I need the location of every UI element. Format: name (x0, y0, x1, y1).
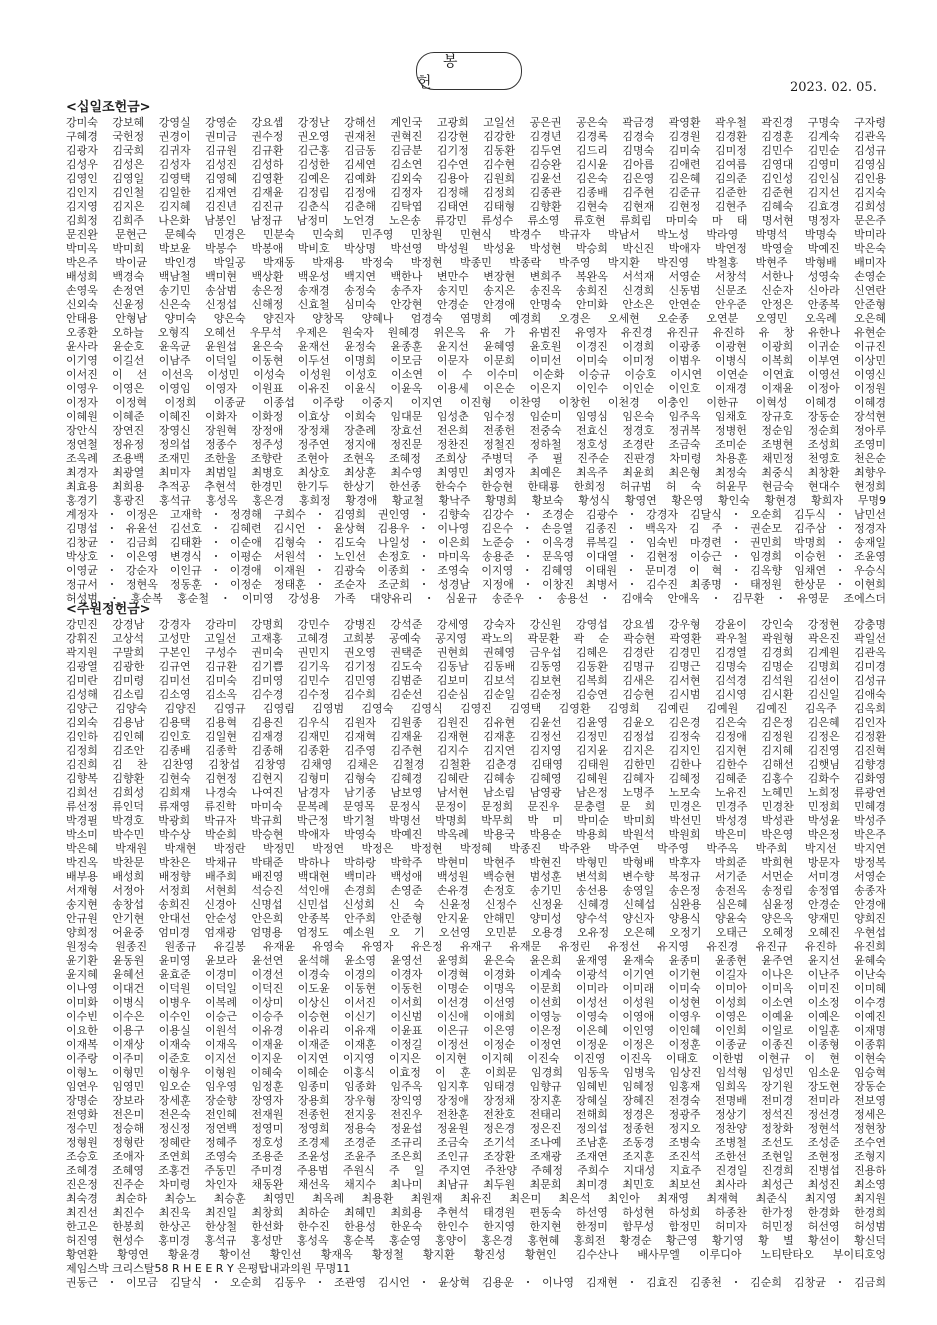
name-list-line: 조승호 조애자 조연희 조영숙 조용준 조윤성 조윤주 조은희 조인규 조장환 조재광 조재연 조지훈 조진석 조한선 조현일 조현정 조형지 (66, 1150, 886, 1163)
name-list-line: 제임스박 크리스탈58 R H E E R Y 은평탑내과의원 무명11 (66, 1262, 351, 1275)
name-list-line: 류선정 류인덕 류재영 류진학 마미숙 문복례 문영목 문정식 문정이 문정희 문진우 문충렬 문 희 민경은 민경주 민경찬 민정희 민혜경 (66, 800, 886, 813)
tithe-offering-section (66, 100, 886, 606)
name-list-line: 안규원 안기현 안대선 안순성 안은희 안종복 안주희 안준형 안지윤 안해민 양미성 양수석 양신자 양용식 양윤숙 양은옥 양재민 양희진 (66, 912, 886, 925)
name-list-line: 박경필 박경호 박광희 박규자 박규희 박근정 박기철 박명선 박명희 박무희 박 미 박미순 박미희 박선민 박성경 박성관 박성윤 박성주 (66, 814, 886, 827)
name-list-line: 이혜원 이혜준 이혜진 이화자 이화정 이효상 이희숙 임대문 임성춘 임수정 임순미 임영심 임은숙 임주옥 임채호 장규호 장동순 장석현 (66, 410, 886, 423)
name-list-line: 이재복 이재상 이재숙 이재옥 이재윤 이재준 이재훈 이정길 이정선 이정순 이정연 이정운 이정은 이정훈 이종균 이종진 이종형 이종휘 (66, 1038, 886, 1051)
name-list-line: 오종환 오하늘 오형직 오혜선 우무석 우제은 원숙자 원혜경 위은옥 유 가 유범진 유영자 유진경 유진규 유진하 유 창 유한나 유현순 (66, 326, 886, 339)
name-list-line: 한고은 한봉희 한상곤 한상철 한선화 한수진 한용성 한운숙 한인수 한지영 한지현 한정미 함무성 함정민 허미자 허민정 허선영 허성범 (66, 1220, 886, 1233)
name-list-line: 강민진 강경남 강경자 강라미 강명희 강민수 강병진 강석준 강세영 강숙자 강신원 강영섭 강요셉 강우형 강윤이 강인숙 강정현 강충명 (66, 618, 886, 631)
name-list-line: 이미화 이병식 이병우 이복례 이상미 이상신 이서진 이서희 이선경 이선영 이선희 이성선 이성원 이성현 이성희 이소연 이소정 이수경 (66, 996, 886, 1009)
name-list-line: 구혜경 국헌정 권경이 권미금 권수정 권오영 권재천 권혁진 김강현 김강한 김경년 김경록 김경숙 김경원 김경환 김경훈 김계숙 김관옥 (66, 130, 886, 143)
donor-name-list (66, 618, 886, 1290)
name-list-line: 최진선 최진수 최진욱 최진일 최창희 최하순 최혜민 최희용 추현석 태경원 편동숙 하선영 하성현 하성희 하종찬 한가정 한경화 한경희 (66, 1206, 886, 1219)
name-list-line: 서재형 서정아 서정희 서현희 석승진 석인애 손경희 손영준 손유경 손정호 송기민 송선용 송영일 송은정 송전옥 송정림 송정엽 송종자 (66, 884, 886, 897)
name-list-line: 이영우 이영은 이영임 이영자 이원표 이유진 이윤식 이윤옥 이용세 이은순 이은지 이인수 이인순 이인호 이재경 이재윤 이정아 이정원 (66, 382, 886, 395)
name-list-line: 송지현 송창섭 송희진 신경아 신명섭 신민섭 신성희 신 숙 신윤정 신정수 신정윤 신혜경 신혜섭 심완용 심은혜 심윤정 안경순 안경애 (66, 898, 886, 911)
name-list-line: 김정희 김조안 김종배 김종학 김종해 김종환 김주영 김주현 김지수 김지연 김지영 김지윤 김지은 김지인 김지현 김지혜 김진영 김진혁 (66, 744, 886, 757)
name-list-line: 문진완 문현근 문혜숙 민경은 민분숙 민숙희 민주영 민창원 민현식 박경수 박규자 박남서 박노성 박라영 박명석 박명숙 박미라 (66, 228, 886, 241)
name-list-line: 최효용 최희용 추적공 추현석 한경민 한기두 한상기 한선종 한숙수 한승현 한태룡 한희정 허규범 허 숙 허윤무 현금숙 현대수 현정희 (66, 480, 886, 493)
name-list-line: 신외숙 신윤정 신은숙 신정섭 신해정 신효철 심미숙 안강현 안경순 안경애 안명숙 안미화 안소은 안연순 안우준 안정은 안종복 안준형 (66, 298, 886, 311)
name-list-line: 원정숙 원종진 원종규 유길봉 유재윤 유영숙 유영자 유은정 유재구 유재문 유정린 유정선 유지영 유진경 유진규 유진하 유진희 (66, 940, 886, 953)
name-list-line: 정연철 정유정 정의섭 정종수 정주성 정주연 정지애 정진문 정찬진 정철진 정하철 정호성 조경란 조금숙 조미순 조병현 조성희 조영미 (66, 438, 886, 451)
name-list-line: 강휘진 고상석 고성만 고일선 고재홍 고혜경 고희봉 공예숙 공지영 곽노의 곽문환 곽 순 곽승현 곽영환 곽우철 곽원형 곽은진 곽일선 (66, 632, 886, 645)
name-list-line: 장명순 장보라 장세훈 장순향 장영자 장용희 장우형 장익영 장정애 장정채 장지훈 장혜실 장혜진 전경숙 전명배 전미경 전미라 전보영 (66, 1094, 886, 1107)
name-list-line: 계정자・이정은 고재학・정경해 구희수・김영희 권인영・김향숙 김강수・조경순 김광수・강경자 김달식・오순희 김두식・남민선 (66, 508, 886, 521)
name-list-line: 박소미 박수민 박수상 박순희 박승현 박애자 박영숙 박예진 박옥례 박용국 박용순 박용희 박원석 박원희 박은미 박은영 박은정 박은주 (66, 828, 886, 841)
name-list-line: 김외숙 김용남 김용택 김용혁 김용진 김우식 김원자 김원종 김원진 김유현 김윤선 김윤영 김윤오 김은경 김은숙 김은정 김은혜 김인자 (66, 716, 886, 729)
name-list-line: 이영균・강순자 이인규・이경애 이재원・김광숙 이종희・조영숙 이지영・김혜영 이태원・문미경 이 혁・김옥향 임채연・우승식 (66, 564, 886, 577)
service-date: 2023. 02. 05. (790, 80, 877, 95)
name-list-line: 김희정 김희주 나은화 남봉인 남정규 남정미 노언경 노은송 류강민 류성수 류소영 류호현 류희림 마미숙 마 태 명서현 명정자 문은주 (66, 214, 886, 227)
name-list-line: 양희정 어윤중 엄미경 엄재광 엄명용 엄정도 예소원 오 기 오선영 오민분 오용경 오유정 오은혜 오정기 오태근 오혜정 오혜진 우현섭 (66, 926, 886, 939)
name-list-line: 황연환 황영연 황윤경 황이선 황인선 황재옥 황정철 황지환 황진성 황현인 김수산나 배사무엘 이루디아 노티탄타오 부이티호엉 (66, 1248, 886, 1261)
name-list-line: 김지영 김지은 김지혜 김진년 김진규 김춘식 김춘해 김탁엽 김태연 김태형 김향환 김현숙 김현재 김현정 김현주 김혜숙 김효경 김희성 (66, 200, 886, 213)
name-list-line: 김진희 김 찬 김찬영 김창섭 김창영 김채영 김채은 김철경 김철환 김춘경 김태영 김태원 김한민 김한나 김한수 김해선 김햇님 김향경 (66, 758, 886, 771)
name-list-line: 김미란 김미령 김미선 김미숙 김미영 김민수 김민영 김범준 김보미 김보석 김보현 김복희 김새은 김서현 김석경 김석원 김선이 김성규 (66, 674, 886, 687)
name-list-line: 이나영 이대건 이덕원 이덕일 이덕진 이도윤 이동현 이동헌 이명순 이명옥 이문희 이미라 이미래 이미숙 이미아 이미옥 이미진 이미혜 (66, 982, 886, 995)
name-list-line: 김명섭・유윤선 김선호・김혜련 김시언・윤상혁 김용우・이나영 김은수・손응열 김종진・백옥자 김 주・권순모 김주삼・정경자 (66, 522, 886, 535)
section-title: <주원정헌금> (66, 602, 151, 617)
name-list-line: 박상호・이은영 변경식・이평순 서원석・노인선 손정호・마미옥 송용준・문옥영 이대열・김현정 이승근・임경희 이승헌・조윤영 (66, 550, 886, 563)
donor-name-list (66, 116, 886, 606)
name-list-line: 곽지원 구말희 구본인 구성수 권미숙 권민지 권오영 권택준 권현희 권혜영 금우섭 김혜은 김경란 김경민 김경열 김경희 김계원 김관옥 (66, 646, 886, 659)
name-list-line: 최숙경 최순하 최승노 최승훈 최영민 최옥례 최용환 최원재 최유진 최은미 최은석 최인아 최재영 최재혁 최준식 최지영 최지원 (66, 1192, 886, 1205)
name-list-line: 김광자 김국희 김귀자 김규원 김규환 김근홍 김금동 김금분 김기정 김동환 김두연 김드리 김명숙 김미숙 김미정 김민수 김민순 김성규 (66, 144, 886, 157)
name-list-line: 배부용 배성희 배정향 배주희 배진영 백대현 백미라 백성애 백성원 백승현 범성훈 변석희 변수향 복정규 서기준 서먼순 서미경 서영순 (66, 870, 886, 883)
name-list-line: 이정자 이정혁 이정희 이종균 이종섭 이주랑 이중지 이지연 이진형 이찬영 이창헌 이천경 이충인 이한규 이혁성 이혜경 이혜경 (66, 396, 886, 409)
name-list-line: 임연우 임영민 임오순 임우영 임정훈 임종미 임종화 임주옥 임지후 임태경 임향규 임혜빈 임혜정 임홍재 임희옥 장기원 장도현 장동순 (66, 1080, 886, 1093)
name-list-line: 이서진 이 선 이선옥 이성민 이성숙 이성원 이성호 이소연 이 수 이수미 이순화 이승규 이승호 이시연 이연순 이연효 이영선 이영신 (66, 368, 886, 381)
name-list-line: 정형원 정형란 정혜란 정혜주 정호성 조경제 조경준 조규리 조금숙 조기석 조나예 조남훈 조동경 조병숙 조병철 조선도 조성준 조수연 (66, 1136, 886, 1149)
name-list-line: 윤기환 윤동원 윤미영 윤보라 윤선연 윤석해 윤소영 윤영선 윤영희 윤은숙 윤은희 윤재영 윤재숙 윤종미 윤종현 윤주연 윤지선 윤혜숙 (66, 954, 886, 967)
name-list-line: 이기영 이길선 이남주 이덕일 이동현 이두선 이명희 이모금 이문자 이문희 이미선 이미숙 이미정 이범우 이병식 이복희 이부연 이상민 (66, 354, 886, 367)
name-list-line: 조혜경 조혜영 조홍건 주동민 주미경 주용범 주원식 주 일 주지연 주찬양 주혜정 주희수 지대성 지효주 진경일 진경희 진병섭 진용하 (66, 1164, 886, 1177)
name-list-line: 김인하 김인혜 김인호 김일현 김재경 김재민 김재혁 김재윤 김재현 김재훈 김정선 김정민 김정섭 김정숙 김정애 김정원 김정은 김정환 (66, 730, 886, 743)
name-list-line: 진은정 진주순 차미령 차인자 채동완 채선옥 채지수 최나미 최남규 최두원 최문희 최미경 최민호 최보선 최사라 최성근 최성진 최소영 (66, 1178, 886, 1191)
name-list-line: 이요한 이용구 이용실 이원석 이유경 이유리 이유재 이윤표 이은규 이은영 이은정 이은혜 이인영 이인혜 이인희 이일로 이일훈 이재명 (66, 1024, 886, 1037)
name-list-line: 안태용 안형남 양미숙 양은숙 양진자 양창목 양혜나 엄경숙 염명희 예경희 오경은 오세현 오순종 오연분 오영민 오옥례 오은혜 (66, 312, 886, 325)
name-list-line: 김성해 김소림 김소영 김소옥 김수경 김수정 김수희 김순선 김순심 김순일 김순정 김승연 김승현 김시범 김시영 김시환 김신일 김애숙 (66, 688, 886, 701)
section-title: <십일조헌금> (66, 100, 151, 115)
name-list-line: 김양근 김양숙 김양진 김영규 김영림 김영범 김영숙 김영식 김영진 김영택 김영환 김영희 김예린 김예원 김예진 김옥주 김옥희 (66, 702, 886, 715)
name-list-line: 김희선 김희성 김희재 나경숙 나여진 남경자 남기종 남보영 남서현 남소림 남영광 남은정 노명주 노모숙 노유진 노혜민 노희정 류광연 (66, 786, 886, 799)
name-list-line: 김성우 김성은 김성자 김성진 김성하 김성한 김세연 김소연 김수연 김수현 김승완 김시윤 김아름 김애련 김여름 김영대 김영미 김영심 (66, 158, 886, 171)
name-list-line: 최경자 최광열 최미자 최범일 최병호 최상호 최상훈 최수영 최영민 최영자 최예은 최옥주 최윤희 최은형 최정숙 최중식 최창환 최향우 (66, 466, 886, 479)
name-list-line: 윤지혜 윤혜선 윤효준 이경미 이경선 이경숙 이경의 이경자 이경혁 이경화 이계숙 이광석 이기연 이기현 이길자 이나은 이난주 이난숙 (66, 968, 886, 981)
name-list-line: 강미숙 강보혜 강영실 강영순 강요셉 강정난 강해선 계인국 고광희 고일선 공은권 공은숙 곽금경 곽영환 곽우철 곽진경 구명숙 구자령 (66, 116, 886, 129)
name-list-line: 손영욱 손정연 송기민 송삼범 송은정 송재경 송정숙 송주자 송지민 송지은 송진옥 송희진 신경희 신동범 신문조 신순자 신아라 신연란 (66, 284, 886, 297)
name-list-line: 정규서・정현옥 정동훈・이정순 정태훈・조순자 조군희・성경남 지정애・이창진 최병서・김수진 최종명・태정원 한상문・이현희 (66, 578, 886, 591)
name-list-line: 박미옥 박미희 박보윤 박봉수 박봉애 박비호 박상명 박선영 박성원 박성윤 박성현 박승희 박신진 박애자 박연정 박영술 박예진 박은숙 (66, 242, 886, 255)
name-list-line: 정수민 정승해 정신정 정연백 정영미 정영희 정용숙 정윤섭 정윤원 정은경 정은진 정의섭 정종헌 정지오 정찬양 정창화 정현석 정현창 (66, 1122, 886, 1135)
name-list-line: 허진영 현성수 홍미경 홍석규 홍성만 홍성옥 홍순복 홍순영 홍양이 홍은경 홍현혜 홍희전 황경순 황근영 황기영 황 별 황선이 황신덕 (66, 1234, 886, 1247)
name-list-line: 장안식 장연진 장영신 장원혁 장정애 장정채 장춘례 장효선 전은희 전종헌 전중숙 전효신 정경호 정귀복 정병헌 정순임 정순희 정아루 (66, 424, 886, 437)
name-list-line: 박은주 박이균 박인경 박일공 박재동 박재용 박정숙 박정현 박종민 박종락 박주영 박지환 박진영 박철홍 박현주 박형배 배미자 (66, 256, 886, 269)
name-list-line: 김광열 김광한 김규연 김규환 김기쁨 김기옥 김기정 김도숙 김동남 김동배 김동영 김동환 김명규 김명근 김명숙 김명순 김명희 김미경 (66, 660, 886, 673)
name-list-line: 허성범・홍순복 홍순철・이미영 강성용 가족 대양유리・심윤규 송준우・송용선・김애숙 안애옥・김무환・유영문 조에스더 (66, 592, 886, 605)
name-list-line: 홍경기 홍광진 홍석규 홍성옥 홍은경 홍희정 황경애 황교철 황낙주 황명희 황보숙 황성식 황영연 황은영 황인숙 황현경 황희자 무명9 (66, 494, 886, 507)
page-title: 봉 헌 (416, 52, 522, 90)
name-list-line: 권동근・이모금 김달식・오순희 김동우・조관영 김시언・윤상혁 김용운・이나영 김재현・김효진 김종천・김순희 김창균・김금희 (66, 1276, 886, 1289)
name-list-line: 박은혜 박재원 박재현 박정란 박정민 박정연 박정은 박정현 박정혜 박종진 박주완 박주연 박주영 박주옥 박주희 박지선 박지연 (66, 842, 886, 855)
name-list-line: 조옥례 조용백 조재민 조한울 조향란 조현아 조현옥 조혜정 조희상 주병덕 주 필 진주순 진판경 차미령 차용훈 채민정 천영호 천은순 (66, 452, 886, 465)
name-list-line: 김영인 김영일 김영택 김영혜 김영환 김예은 김예화 김외숙 김용아 김원희 김윤선 김은숙 김은영 김은혜 김의준 김인성 김인심 김인용 (66, 172, 886, 185)
name-list-line: 이형노 이형민 이형우 이형원 이혜숙 이혜순 이홍식 이효정 이 훈 이희문 임경희 임동욱 임병욱 임상진 임석형 임성민 임소운 임승혁 (66, 1066, 886, 1079)
name-list-line: 김창균・김금희 김태환・이순애 김형숙・김도숙 나일성・이은희 노준승・이옥경 류복길・임숙빈 마경련・권민희 박명희・송재일 (66, 536, 886, 549)
sunday-offering-section (66, 602, 886, 1290)
name-list-line: 배성희 백경숙 백남철 백미현 백상환 백운성 백지연 백한나 변만수 변장현 변희주 복완옥 서석재 서영순 서창석 서한나 성영숙 손영순 (66, 270, 886, 283)
name-list-line: 윤사라 윤순호 윤옥균 윤원섭 윤은숙 윤재선 윤정숙 윤종훈 윤지선 윤혜영 윤호원 이경진 이경희 이광종 이광현 이광희 이귀순 이규진 (66, 340, 886, 353)
name-list-line: 김향복 김향환 김현숙 김현정 김현지 김형미 김형숙 김혜경 김혜란 김혜송 김혜영 김혜원 김혜자 김혜정 김혜준 김홍수 김화수 김화영 (66, 772, 886, 785)
name-list-line: 이수빈 이수은 이수인 이승근 이승주 이승현 이신기 이신범 이신애 이애희 이영능 이영숙 이영애 이영우 이영은 이예윤 이예은 이예진 (66, 1010, 886, 1023)
name-list-line: 박진옥 박찬문 박찬은 박채규 박태준 박하나 박하랑 박학주 박현미 박현주 박현진 박형민 박형배 박후자 박희준 박희현 방문자 방정복 (66, 856, 886, 869)
name-list-line: 이주랑 이주미 이준호 이지선 이지운 이지연 이지영 이지은 이지현 이지혜 이진숙 이진영 이진옥 이태호 이한범 이현규 이 현 이현숙 (66, 1052, 886, 1065)
name-list-line: 전영화 전은미 전은숙 전인혜 전재원 전종헌 전지웅 전진우 전찬훈 전찬호 전태리 전해희 정경은 정광주 정상기 정석진 정선경 정세은 (66, 1108, 886, 1121)
name-list-line: 김인지 김인철 김일한 김재연 김재윤 김정림 김정애 김정자 김정해 김정희 김종관 김종배 김주현 김준규 김준한 김준현 김지선 김지숙 (66, 186, 886, 199)
